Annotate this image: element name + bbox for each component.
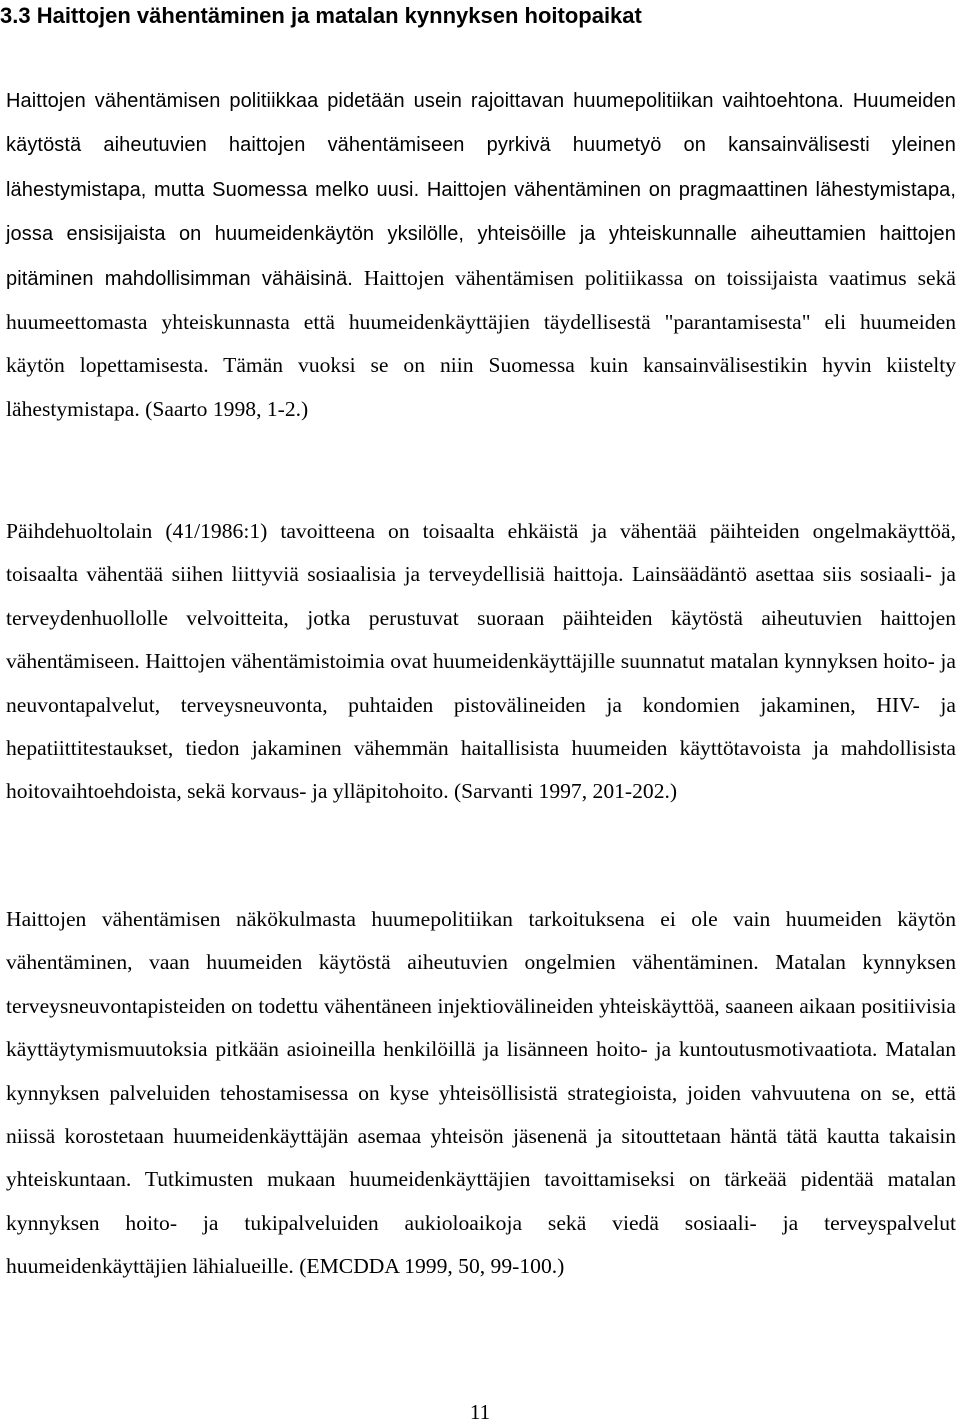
page-number: 11: [469, 1400, 491, 1424]
paragraph-harm-reduction-policy: [6, 79, 956, 431]
paragraph-low-threshold-services: Haittojen vähentämisen näkökulmasta huumepolitiikan tarkoituksena ei ole vain huumeiden käytön vähentäminen, vaan huumeiden käytöstä aiheutuvien ongelmien vähentäminen. Matalan kynnyksen terveysneuvontapisteiden on todettu vähentäneen injektiovälineiden yhteiskäyttöä, saaneen aikaan positiivisia käyttäytymismuutoksia pitkään asioineilla henkilöillä ja lisänneen hoito- ja kuntoutusmotivaatiota. Matalan kynnyksen palveluiden tehostamisessa on kyse yhteisöllisistä strategioista, joiden vahvuutena on se, että niissä korostetaan huumeidenkäyttäjän asemaa yhteisön jäsenenä ja sitouttetaan häntä tätä kautta takaisin yhteiskuntaan. Tutkimusten mukaan huumeidenkäyttäjien tavoittamiseksi on tärkeää pidentää matalan kynnyksen hoito- ja tukipalveluiden aukioloaikoja sekä viedä sosiaali- ja terveyspalvelut huumeidenkäyttäjien lähialueille. (EMCDDA 1999, 50, 99-100.): [6, 907, 956, 1279]
paragraph-text-sans: Haittojen vähentämisen politiikkaa pidetään usein rajoittavan huumepolitiikan vaihtoehtona. Huumeiden käytöstä aiheutuvien haittojen vähentämiseen pyrkivä huumetyö on kansainvälisesti yleinen lähestymistapa, mutta Suomessa melko uusi. Haittojen vähentäminen on pragmaattinen lähestymistapa, jossa ensisijaista on huumeidenkäytön yksilölle, yhteisöille ja yhteiskunnalle aiheuttamien haittojen pitäminen mahdollisimman vähäisinä.: [6, 90, 956, 290]
section-heading: 3.3 Haittojen vähentäminen ja matalan kynnyksen hoitopaikat: [0, 3, 642, 28]
paragraph-text-serif: Haittojen vähentämisen politiikassa on toissijaista vaatimus sekä huumeettomasta yhteiskunnasta että huumeidenkäyttäjien täydellisestä "parantamisesta" eli huumeiden käytön lopettamisesta. Tämän vuoksi se on niin Suomessa kuin kansainvälisestikin hyvin kiistelty lähestymistapa. (Saarto 1998, 1-2.): [6, 265, 956, 421]
paragraph-substance-abuse-law: Päihdehuoltolain (41/1986:1) tavoitteena on toisaalta ehkäistä ja vähentää päihteiden ongelmakäyttöä, toisaalta vähentää siihen liittyviä sosiaalisia ja terveydellisiä haittoja. Lainsäädäntö asettaa siis sosiaali- ja terveydenhuollolle velvoitteita, jotka perustuvat suoraan päihteiden käytöstä aiheutuvien haittojen vähentämiseen. Haittojen vähentämistoimia ovat huumeidenkäyttäjille suunnatut matalan kynnyksen hoito- ja neuvontapalvelut, terveysneuvonta, puhtaiden pistovälineiden ja kondomien jakaminen, HIV- ja hepatiittitestaukset, tiedon jakaminen vähemmän haitallisista huumeiden käyttötavoista ja mahdollisista hoitovaihtoehdoista, sekä korvaus- ja ylläpitohoito. (Sarvanti 1997, 201-202.): [6, 519, 956, 804]
